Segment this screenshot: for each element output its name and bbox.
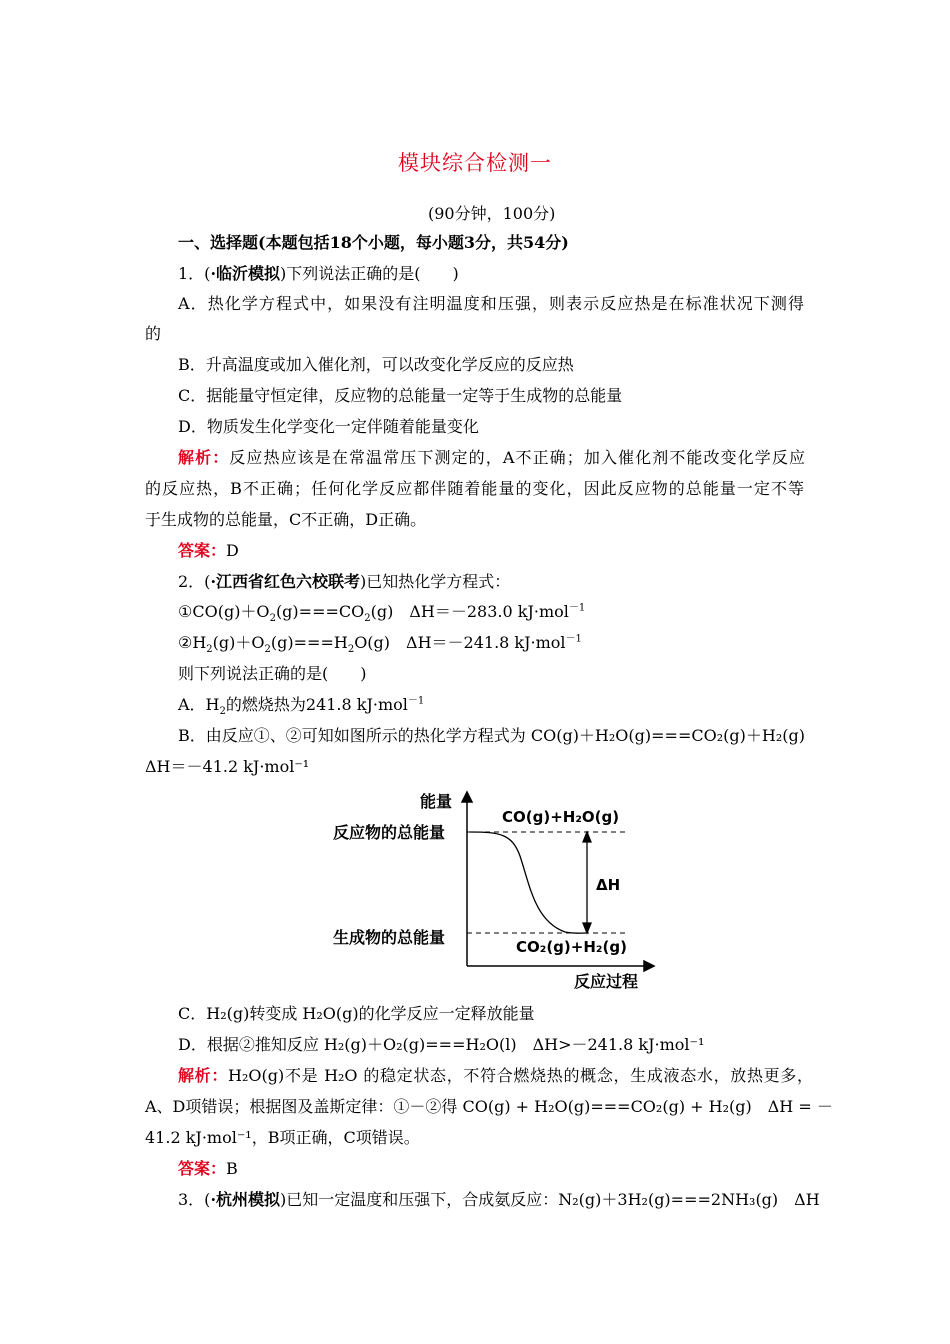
question-2-stem: 2．(·江西省红色六校联考)已知热化学方程式： xyxy=(178,572,511,591)
question-2-analysis-line3: 41.2 kJ·mol⁻¹，B项正确，C项错误。 xyxy=(145,1128,420,1147)
question-2-option-c: C．H₂(g)转变成 H₂O(g)的化学反应一定释放能量 xyxy=(178,1004,535,1023)
question-1-option-c: C．据能量守恒定律，反应物的总能量一定等于生成物的总能量 xyxy=(178,386,623,405)
question-source: ·杭州模拟 xyxy=(210,1190,281,1209)
product-species-label: CO₂(g)+H₂(g) xyxy=(516,938,627,956)
question-2-option-a: A．$H_2$的燃烧热为241.8 kJ·mol$^{-1}$ xyxy=(178,695,425,718)
answer-label: 答案： xyxy=(178,541,227,560)
question-source: ·江西省红色六校联考 xyxy=(210,572,361,591)
question-source: ·临沂模拟 xyxy=(210,264,281,283)
answer-label: 答案： xyxy=(178,1159,227,1178)
equation-1: $①CO(g)+O_2(g)===CO_2(g)$ ΔH＝－283.0 kJ·mol$^{-1}$ xyxy=(178,602,586,625)
delta-h-label: ΔH xyxy=(596,876,621,894)
delta-h-arrow xyxy=(583,832,591,933)
product-energy-label: 生成物的总能量 xyxy=(333,928,446,947)
question-1-analysis-line3: 于生成物的总能量，C不正确，D正确。 xyxy=(145,510,427,529)
question-1-option-a: A．热化学方程式中，如果没有注明温度和压强，则表示反应热是在标准状况下测得 xyxy=(178,294,804,313)
section-heading: 一、选择题(本题包括18个小题，每小题3分，共54分) xyxy=(178,233,569,252)
question-3-stem: 3．(·杭州模拟)已知一定温度和压强下，合成氨反应：N₂(g)＋3H₂(g)===2NH₃(g) ΔH xyxy=(178,1190,820,1209)
subtitle: (90分钟，100分) xyxy=(428,204,556,223)
question-1-option-d: D．物质发生化学变化一定伴随着能量变化 xyxy=(178,417,479,436)
x-axis xyxy=(467,961,654,971)
question-1-option-b: B．升高温度或加入催化剂，可以改变化学反应的反应热 xyxy=(178,355,574,374)
question-1-stem: 1．(·临沂模拟)下列说法正确的是( ) xyxy=(178,264,459,283)
y-axis xyxy=(462,792,472,966)
analysis-label: 解析： xyxy=(178,448,230,467)
question-2-option-b-cont: ΔH＝－41.2 kJ·mol⁻¹ xyxy=(145,757,310,776)
question-2-option-b: B．由反应①、②可知如图所示的热化学方程式为 CO(g)＋H₂O(g)===CO₂(g)＋H₂(g) xyxy=(178,726,805,745)
question-1-analysis: 解析：反应热应该是在常温常压下测定的，A不正确；加入催化剂不能改变化学反应 xyxy=(178,448,805,467)
question-2-option-d: D．根据②推知反应 H₂(g)＋O₂(g)===H₂O(l) ΔH>－241.8 kJ·mol⁻¹ xyxy=(178,1035,705,1054)
y-axis-label: 能量 xyxy=(420,792,453,811)
question-2-answer: 答案：B xyxy=(178,1159,238,1178)
energy-diagram xyxy=(330,786,660,996)
question-1-answer: 答案：D xyxy=(178,541,239,560)
reactant-energy-label: 反应物的总能量 xyxy=(333,823,446,842)
question-1-option-a-cont: 的 xyxy=(145,324,162,343)
analysis-label: 解析： xyxy=(178,1066,229,1085)
question-2-analysis: 解析：H₂O(g)不是 H₂O 的稳定状态，不符合燃烧热的概念，生成液态水，放热更多， xyxy=(178,1066,813,1085)
reactant-species-label: CO(g)+H₂O(g) xyxy=(502,808,620,826)
question-2-prompt: 则下列说法正确的是( ) xyxy=(178,664,367,683)
energy-curve xyxy=(470,832,586,933)
question-1-analysis-line2: 的反应热，B不正确；任何化学反应都伴随着能量的变化，因此反应物的总能量一定不等 xyxy=(145,479,804,498)
question-2-analysis-line2: A、D项错误；根据图及盖斯定律：①－②得 CO(g) + H₂O(g)===CO₂(g) + H₂(g) ΔH = － xyxy=(145,1097,833,1116)
x-axis-label: 反应过程 xyxy=(574,972,639,991)
page-title: 模块综合检测一 xyxy=(398,151,552,175)
equation-2: $②H_2(g)+O_2(g)===H_2O(g)$ ΔH＝－241.8 kJ·mol$^{-1}$ xyxy=(178,633,582,656)
